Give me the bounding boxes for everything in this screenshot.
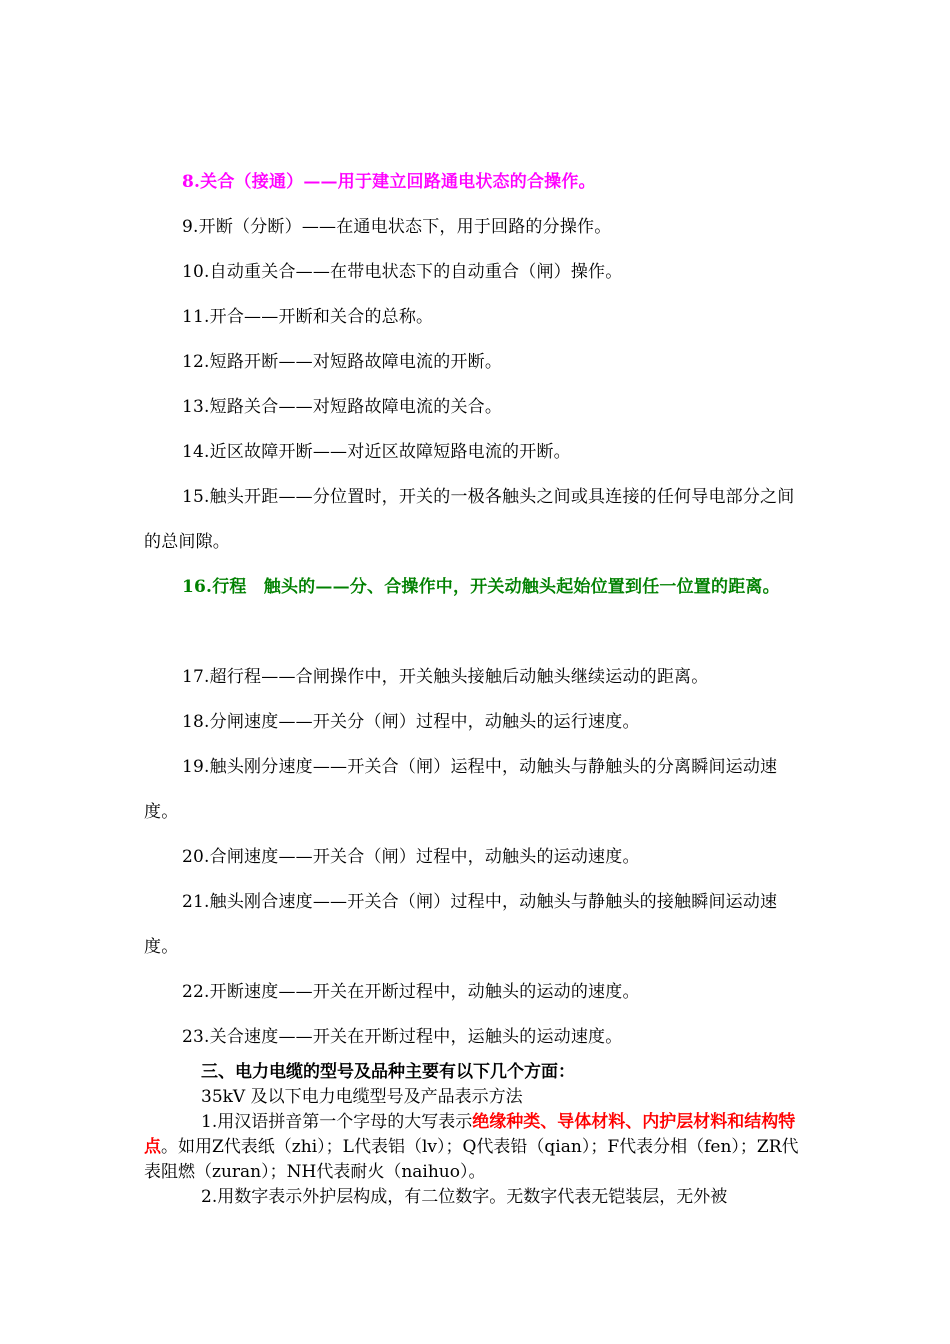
item-definition: ——在带电状态下的自动重合（闸）操作。 [295, 262, 623, 282]
definition-item-20 [144, 835, 809, 880]
definition-item-18 [144, 700, 809, 745]
item-number: 18. [182, 712, 210, 732]
item-number: 23. [182, 1027, 210, 1047]
item-definition: ——开关合（闸）运程中，动触头与静触头的分离瞬间运动速度。 [144, 757, 778, 822]
definition-item-13 [144, 385, 809, 430]
definition-item-10 [144, 250, 809, 295]
item-definition: ——在通电状态下，用于回路的分操作。 [301, 217, 612, 237]
item-definition: ——开关合（闸）过程中，动触头的运动速度。 [278, 847, 640, 867]
item-term: 超行程 [209, 667, 262, 687]
item-term: 触头刚合速度 [209, 892, 313, 912]
definition-item-17 [144, 655, 809, 700]
item-number: 10. [182, 262, 210, 282]
item-term: 自动重关合 [209, 262, 296, 282]
definition-item-22 [144, 970, 809, 1015]
definition-item-11 [144, 295, 809, 340]
definition-item-19 [144, 745, 809, 835]
item-number: 16. [182, 577, 213, 597]
item-term: 近区故障开断 [209, 442, 313, 462]
definition-item-16 [144, 565, 809, 610]
item-number: 21. [182, 892, 210, 912]
definition-item-8 [144, 160, 809, 205]
item-number: 9. [182, 217, 199, 237]
item-number: 22. [182, 982, 210, 1002]
item-definition: ——合闸操作中，开关触头接触后动触头继续运动的距离。 [261, 667, 709, 687]
paragraph-1-highlight: 绝缘种类、导体材料、内护层材料和结构特点 [144, 1112, 796, 1157]
item-definition: ——开关分（闸）过程中，动触头的运行速度。 [278, 712, 640, 732]
item-number: 20. [182, 847, 210, 867]
item-term: 开断速度 [209, 982, 279, 1002]
item-term: 合闸速度 [209, 847, 279, 867]
item-definition: ——开关在开断过程中，运触头的运动速度。 [278, 1027, 623, 1047]
section-subheading: 35kV 及以下电力电缆型号及产品表示方法 [201, 1087, 523, 1107]
paragraph-1 [144, 1110, 809, 1185]
item-definition: ——对短路故障电流的开断。 [278, 352, 503, 372]
item-term: 短路关合 [209, 397, 279, 417]
item-term: 行程 触头的 [212, 577, 316, 597]
section-heading: 三、电力电缆的型号及品种主要有以下几个方面： [201, 1062, 575, 1082]
item-term: 触头开距 [209, 487, 279, 507]
paragraph-2: 2.用数字表示外护层构成，有二位数字。无数字代表无铠装层，无外被 [201, 1187, 728, 1207]
item-definition: ——开断和关合的总称。 [244, 307, 434, 327]
item-definition: ——对短路故障电流的关合。 [278, 397, 503, 417]
item-term: 开合 [209, 307, 245, 327]
item-number: 8. [182, 172, 201, 192]
item-number: 11. [182, 307, 210, 327]
item-term: 关合（接通） [200, 172, 304, 192]
item-definition: ——开关在开断过程中，动触头的运动的速度。 [278, 982, 640, 1002]
item-definition: ——分位置时，开关的一极各触头之间或具连接的任何导电部分之间的总间隙。 [144, 487, 795, 552]
item-term: 触头刚分速度 [209, 757, 313, 777]
item-definition: ——分、合操作中，开关动触头起始位置到任一位置的距离。 [315, 577, 780, 597]
item-number: 15. [182, 487, 210, 507]
item-term: 开断（分断） [198, 217, 302, 237]
definition-item-23 [144, 1015, 809, 1060]
item-definition: ——用于建立回路通电状态的合操作。 [303, 172, 596, 192]
item-number: 17. [182, 667, 210, 687]
item-number: 12. [182, 352, 210, 372]
item-term: 分闸速度 [209, 712, 279, 732]
item-term: 关合速度 [209, 1027, 279, 1047]
item-term: 短路开断 [209, 352, 279, 372]
definition-item-21 [144, 880, 809, 970]
item-definition: ——开关合（闸）过程中，动触头与静触头的接触瞬间运动速度。 [144, 892, 778, 957]
item-number: 13. [182, 397, 210, 417]
definition-item-12 [144, 340, 809, 385]
item-number: 19. [182, 757, 210, 777]
item-number: 14. [182, 442, 210, 462]
definition-item-14 [144, 430, 809, 475]
item-definition: ——对近区故障短路电流的开断。 [312, 442, 571, 462]
paragraph-1-lead: 1.用汉语拼音第一个字母的大写表示 [201, 1112, 473, 1132]
definition-item-15 [144, 475, 809, 565]
paragraph-1-rest: 。如用Z代表纸（zhi）；L代表铝（lv）；Q代表铅（qian）；F代表分相（fen）；ZR代表阻燃（zuran）；NH代表耐火（naihuo）。 [144, 1137, 799, 1182]
definition-item-9 [144, 205, 809, 250]
